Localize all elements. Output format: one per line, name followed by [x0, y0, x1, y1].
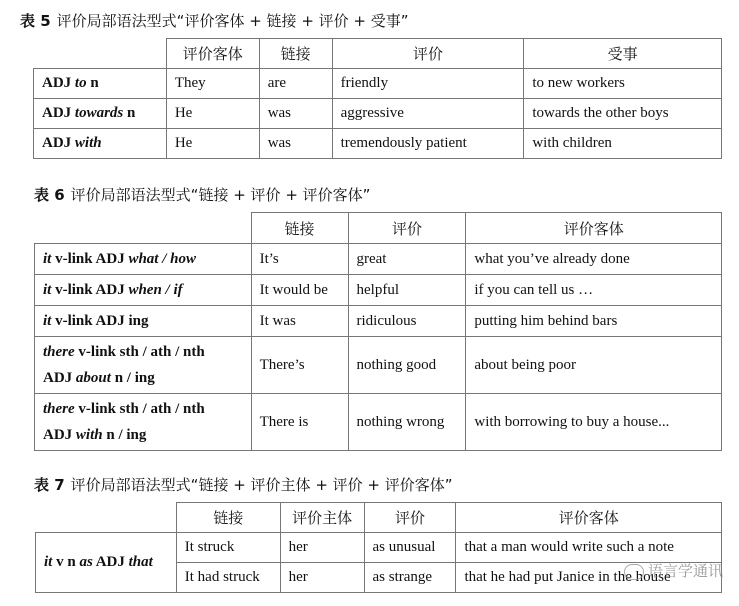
cell: what you’ve already done — [466, 244, 722, 275]
pattern-cell: ADJ towards n — [34, 99, 167, 129]
table5-header: 评价 — [332, 39, 524, 69]
cell: He — [166, 99, 259, 129]
cell: nothing good — [348, 337, 466, 394]
pattern-cell: there v-link sth / ath / nth ADJ with n / ing — [35, 394, 252, 451]
cell: ridiculous — [348, 306, 466, 337]
table5-header: 链接 — [259, 39, 332, 69]
table6-label: 表 6 — [34, 186, 65, 204]
table7-header: 链接 — [176, 503, 280, 533]
table7 — [35, 502, 722, 593]
cell: They — [166, 69, 259, 99]
cell: as unusual — [364, 533, 456, 563]
pattern-cell: ADJ to n — [34, 69, 167, 99]
table5-label: 表 5 — [20, 12, 51, 30]
cell: friendly — [332, 69, 524, 99]
cell: towards the other boys — [524, 99, 722, 129]
cell: as strange — [364, 563, 456, 593]
cell: It was — [251, 306, 348, 337]
cell: her — [280, 533, 364, 563]
table7-corner — [36, 503, 177, 533]
table7-header: 评价 — [364, 503, 456, 533]
table5-caption — [20, 10, 409, 31]
table-row — [34, 69, 722, 99]
cell: It’s — [251, 244, 348, 275]
cell: There is — [251, 394, 348, 451]
cell: putting him behind bars — [466, 306, 722, 337]
cell: helpful — [348, 275, 466, 306]
table7-header: 评价主体 — [280, 503, 364, 533]
pattern-cell: ADJ with — [34, 129, 167, 159]
cell: with borrowing to buy a house... — [466, 394, 722, 451]
pattern-cell: it v n as ADJ that — [36, 533, 177, 593]
table5 — [33, 38, 722, 159]
cell: It would be — [251, 275, 348, 306]
table7-caption — [34, 474, 453, 495]
watermark — [624, 560, 723, 581]
table6-title: 评价局部语法型式“链接 + 评价 + 评价客体” — [70, 186, 371, 204]
table-row — [35, 275, 722, 306]
cell: aggressive — [332, 99, 524, 129]
table-row — [34, 129, 722, 159]
cell: He — [166, 129, 259, 159]
pattern-cell: there v-link sth / ath / nth ADJ about n / ing — [35, 337, 252, 394]
table-row — [34, 99, 722, 129]
cell: if you can tell us … — [466, 275, 722, 306]
table6-header: 评价 — [348, 213, 466, 244]
cell: great — [348, 244, 466, 275]
cell: tremendously patient — [332, 129, 524, 159]
table-row — [35, 337, 722, 394]
table7-header: 评价客体 — [456, 503, 722, 533]
cell: with children — [524, 129, 722, 159]
cell: are — [259, 69, 332, 99]
table7-label: 表 7 — [34, 476, 65, 494]
table7-title: 评价局部语法型式“链接 + 评价主体 + 评价 + 评价客体” — [70, 476, 453, 494]
cell: was — [259, 129, 332, 159]
cell: nothing wrong — [348, 394, 466, 451]
table-row — [35, 306, 722, 337]
table6-header: 链接 — [251, 213, 348, 244]
cell: that a man would write such a note — [456, 533, 722, 563]
watermark-text: 语言学通讯 — [647, 562, 723, 580]
wechat-icon — [624, 564, 644, 580]
table6-header: 评价客体 — [466, 213, 722, 244]
cell: that he had put Janice in the house — [456, 563, 722, 593]
pattern-cell: it v-link ADJ what / how — [35, 244, 252, 275]
cell: her — [280, 563, 364, 593]
table-row — [36, 533, 722, 563]
cell: was — [259, 99, 332, 129]
cell: about being poor — [466, 337, 722, 394]
cell: to new workers — [524, 69, 722, 99]
table-row — [35, 394, 722, 451]
table5-header: 评价客体 — [166, 39, 259, 69]
table-row — [35, 244, 722, 275]
cell: It had struck — [176, 563, 280, 593]
table6-caption — [34, 184, 370, 205]
pattern-cell: it v-link ADJ ing — [35, 306, 252, 337]
pattern-cell: it v-link ADJ when / if — [35, 275, 252, 306]
table5-corner — [34, 39, 167, 69]
cell: It struck — [176, 533, 280, 563]
table6 — [34, 212, 722, 451]
table5-header: 受事 — [524, 39, 722, 69]
table6-corner — [35, 213, 252, 244]
cell: There’s — [251, 337, 348, 394]
table5-title: 评价局部语法型式“评价客体 + 链接 + 评价 + 受事” — [56, 12, 409, 30]
